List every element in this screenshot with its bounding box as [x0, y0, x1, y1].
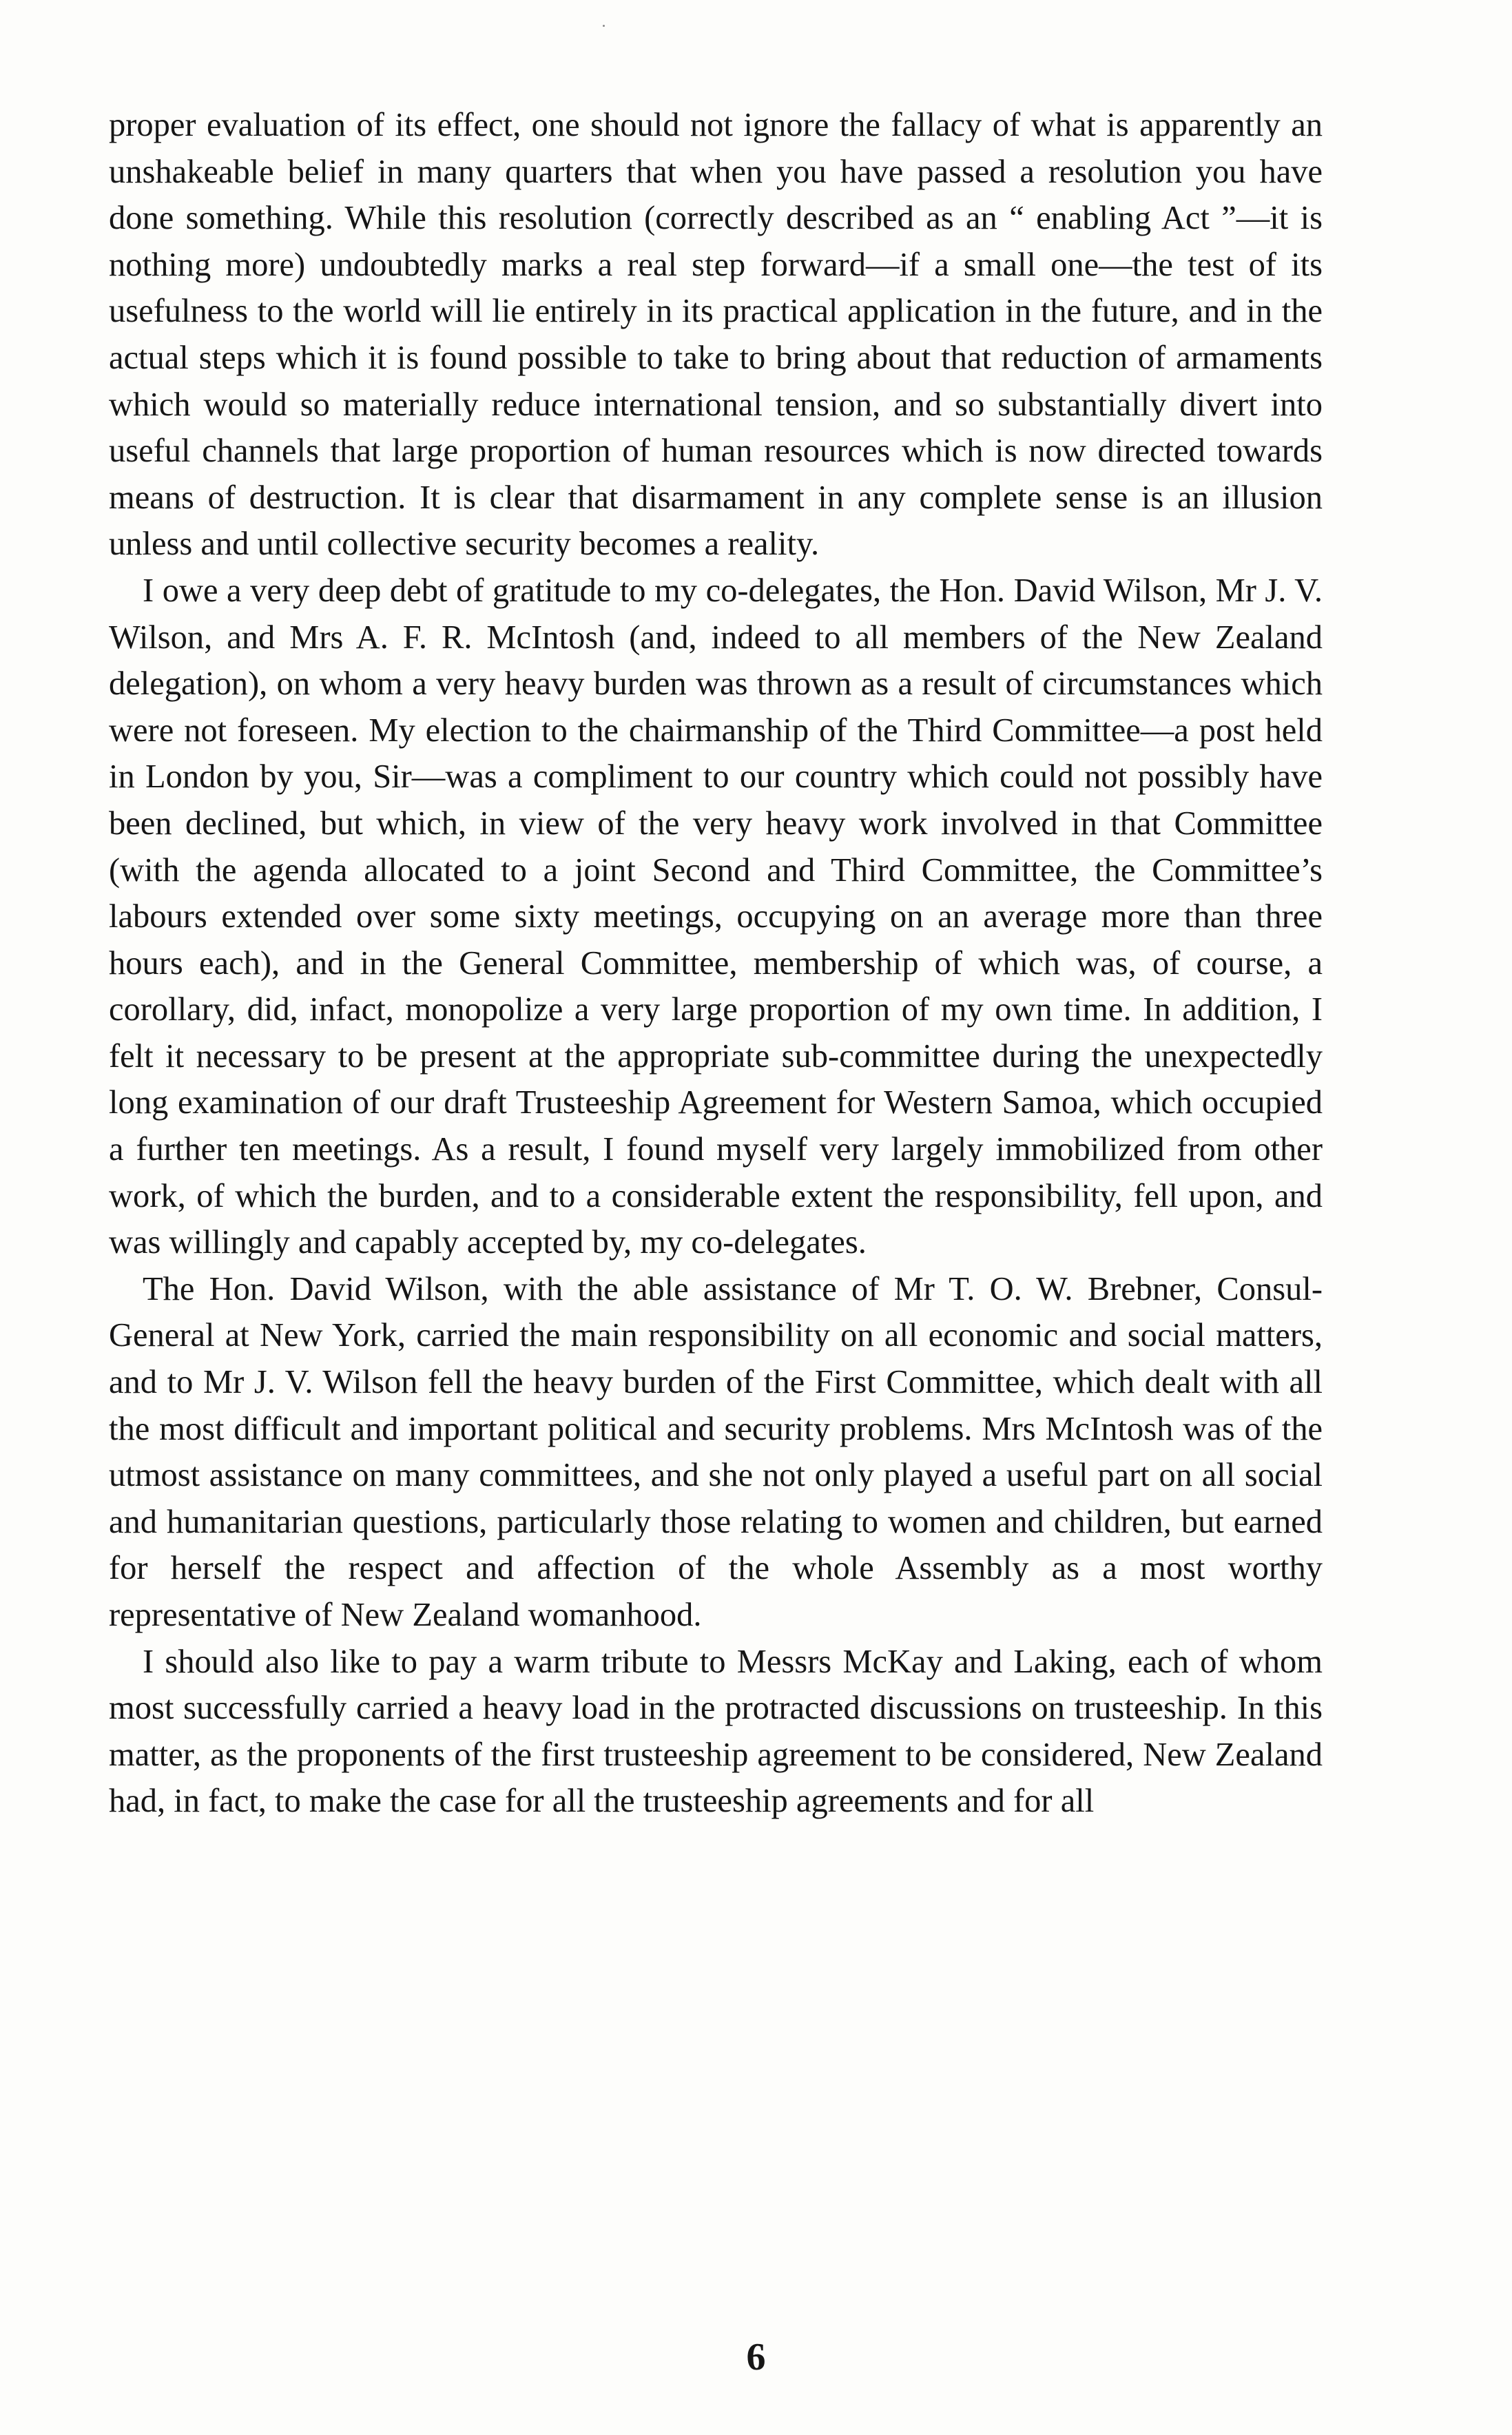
page-number: 6 — [746, 2336, 766, 2379]
paragraph-tribute: I should also like to pay a warm tribute to Messrs McKay and Laking, each of whom most successfully carried a heavy load in the protracted discussions on trusteeship. In this matter, as the proponents of the first trusteeship agreement to be considered, New Zealand had, in fact, to make the case for all the trusteeship agreements and for all — [109, 1643, 1323, 1820]
paragraph-gratitude: I owe a very deep debt of gratitude to my co-delegates, the Hon. David Wilson, Mr J. V. Wilson, and Mrs A. F. R. McIntosh (and, indeed to all members of the New Zealand delegation), on whom a very heavy burden was thrown as a result of circumstances which were not foreseen. My election to the chairmanship of the Third Committee—a post held in London by you, Sir—was a compliment to our country which could not possibly have been declined, but which, in view of the very heavy work involved in that Committee (with the agenda allocated to a joint Second and Third Committee, the Committee’s labours extended over some sixty meetings, occupying on an average more than three hours each), and in the General Committee, membership of which was, of course, a corollary, did, infact, monopolize a very large proportion of my own time. In addition, I felt it necessary to be present at the appropriate sub-committee during the unexpectedly long examination of our draft Trusteeship Agreement for Western Samoa, which occupied a further ten meetings. As a result, I found myself very largely immobilized from other work, of which the burden, and to a considerable extent the responsibility, fell upon, and was willingly and capably accepted by, my co-delegates. — [109, 572, 1323, 1261]
scan-speck — [603, 25, 605, 27]
body-text — [109, 102, 1323, 1825]
paragraph-continued: proper evaluation of its effect, one should not ignore the fallacy of what is apparently an unshakeable belief in many quarters that when you have passed a resolution you have done something. While this resolution (correctly described as an “ enabling Act ”—it is nothing more) undoubtedly marks a real step forward—if a small one—the test of its usefulness to the world will lie entirely in its practical application in the future, and in the actual steps which it is found possible to take to bring about that reduction of armaments which would so materially reduce international tension, and so substantially divert into useful channels that large proportion of human resources which is now directed towards means of destruction. It is clear that disarmament in any complete sense is an illusion unless and until collective security becomes a reality. — [109, 107, 1323, 563]
paragraph-wilson: The Hon. David Wilson, with the able assistance of Mr T. O. W. Brebner, Consul-General at New York, carried the main responsibility on all economic and social matters, and to Mr J. V. Wilson fell the heavy burden of the First Committee, which dealt with all the most difficult and important political and security problems. Mrs McIntosh was of the utmost assistance on many committees, and she not only played a useful part on all social and humanitarian questions, particularly those relating to women and children, but earned for herself the respect and affection of the whole Assembly as a most worthy representative of New Zealand womanhood. — [109, 1270, 1323, 1633]
